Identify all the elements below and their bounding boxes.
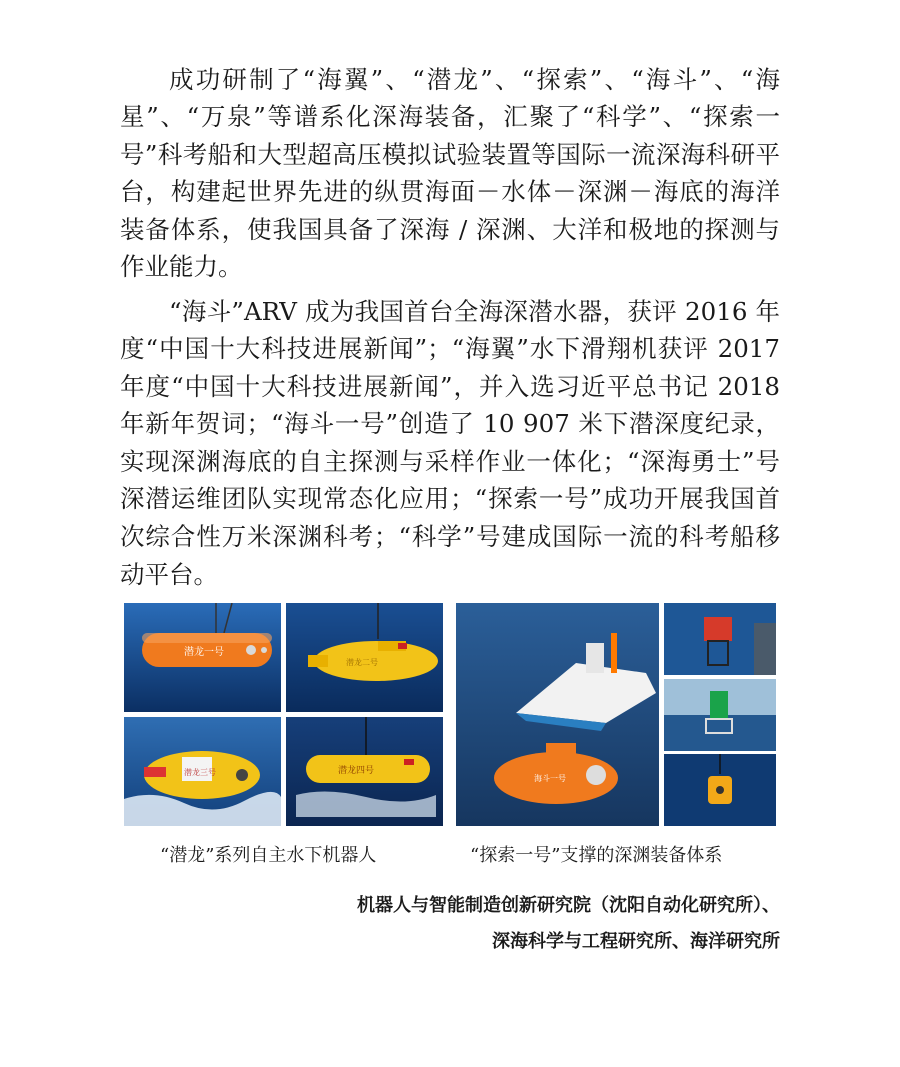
vehicle-label: 海斗一号: [534, 774, 566, 783]
photo-qianlong-2: [286, 603, 443, 712]
photo-qianlong-4: [286, 717, 443, 826]
photo-lander-2: [664, 679, 776, 751]
photo-lander-1: [664, 603, 776, 675]
intro-paragraph: 成功研制了“海翼”、“潜龙”、“探索”、“海斗”、“海星”、“万泉”等谱系化深海装备，汇聚了“科学”、“探索一号”科考船和大型超高压模拟试验装置等国际一流深海科研平台，构建起世界先进的纵贯海面－水体－深渊－海底的海洋装备体系，使我国具备了深海 / 深渊、大洋和极地的探测与作业能力。: [120, 64, 780, 282]
caption-tansuo: “探索一号”支撑的深渊装备体系: [470, 845, 723, 866]
vehicle-label: 潜龙三号: [184, 768, 216, 777]
caption-qianlong: “潜龙”系列自主水下机器人: [160, 845, 377, 866]
vehicle-label: 潜龙一号: [184, 647, 224, 658]
credit-line-2: 深海科学与工程研究所、海洋研究所: [492, 931, 780, 952]
vehicle-label: 潜龙四号: [338, 766, 375, 776]
photo-tansuo-1-system: [456, 603, 659, 826]
credit-line-1: 机器人与智能制造创新研究院（沈阳自动化研究所）、: [357, 895, 780, 916]
photo-lander-3: [664, 754, 776, 826]
photo-qianlong-1: [124, 603, 281, 712]
vehicle-label: 潜龙二号: [346, 658, 378, 667]
achievements-paragraph: “海斗”ARV 成为我国首台全海深潜水器，获评 2016 年度“中国十大科技进展新闻”；“海翼”水下滑翔机获评 2017 年度“中国十大科技进展新闻”，并入选习近平总书记 2018 年新年贺词；“海斗一号”创造了 10 907 米下潜深度纪录，实现深渊海底的自主探测与采样作业一体化；“深海勇士”号深潜运维团队实现常态化应用；“探索一号”成功开展我国首次综合性万米深渊科考；“科学”号建成国际一流的科考船移动平台。: [120, 296, 780, 589]
photo-qianlong-3: [124, 717, 281, 826]
